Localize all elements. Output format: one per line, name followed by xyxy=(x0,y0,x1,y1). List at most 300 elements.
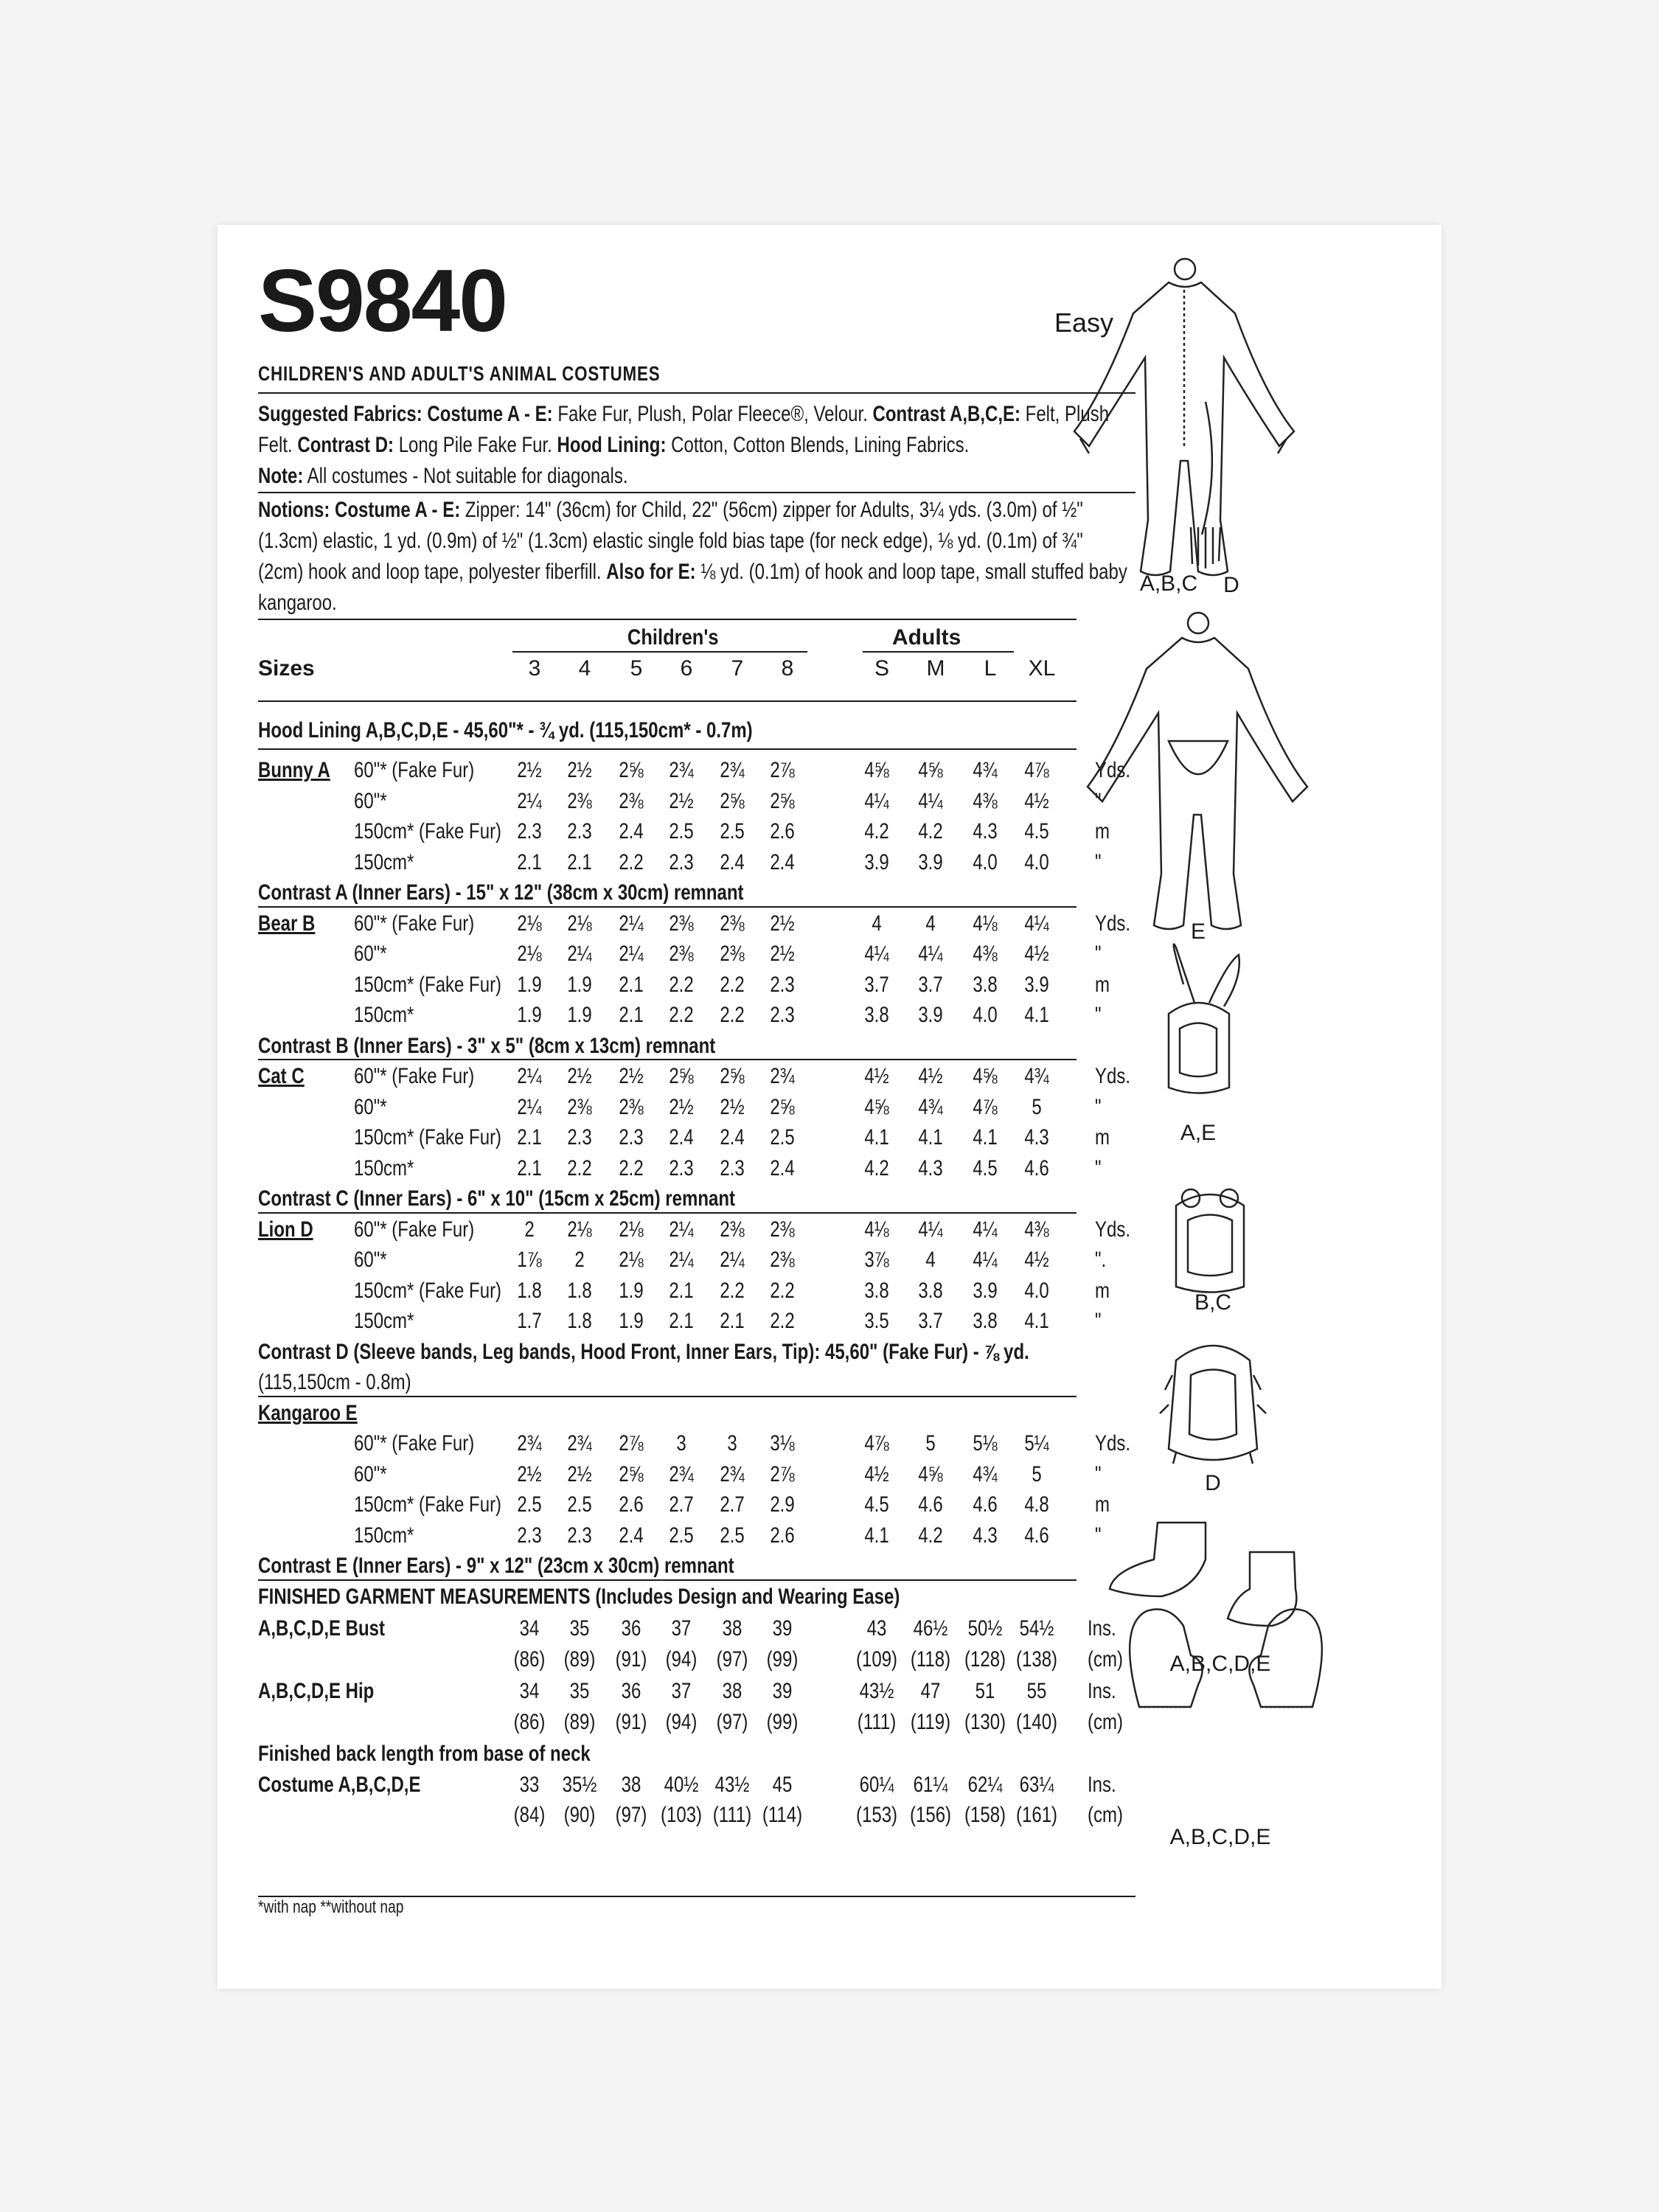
yardage-cell: 2¾ xyxy=(567,1431,592,1455)
yardage-cell: 3 xyxy=(676,1431,686,1455)
view-name: Kangaroo E xyxy=(258,1400,358,1425)
measurement-cell: (97) xyxy=(615,1803,647,1827)
yardage-cell: 4.1 xyxy=(864,1125,889,1150)
yardage-cell: 4.8 xyxy=(1024,1492,1049,1517)
yardage-cell: 4¾ xyxy=(973,758,998,782)
yardage-cell: 4.1 xyxy=(864,1523,889,1548)
yardage-cell: 2.2 xyxy=(720,972,745,997)
view-label: A,E xyxy=(1180,1121,1217,1145)
fabric-width: 60"* xyxy=(354,942,387,966)
yardage-cell: 2.5 xyxy=(669,819,694,844)
yardage-cell: 2.6 xyxy=(619,1492,644,1517)
unit-label: Yds. xyxy=(1095,1064,1131,1088)
measurement-cell: 35 xyxy=(569,1679,590,1703)
yardage-cell: 2⅝ xyxy=(619,1461,644,1486)
yardage-cell: 4.1 xyxy=(973,1125,998,1150)
unit-label: " xyxy=(1095,849,1102,874)
yardage-cell: 2.9 xyxy=(770,1492,795,1517)
yardage-cell: 2 xyxy=(524,1217,535,1242)
yardage-cell: 4 xyxy=(872,911,882,936)
measurement-cell: 50½ xyxy=(967,1616,1003,1641)
yardage-cell: 4⅝ xyxy=(918,1461,943,1486)
yardage-cell: 2.1 xyxy=(517,1125,542,1150)
measurement-cell: (109) xyxy=(856,1646,898,1672)
yardage-cell: 2⅜ xyxy=(720,911,745,936)
unit-label: Ins. xyxy=(1088,1772,1116,1797)
yardage-cell: 4½ xyxy=(864,1064,889,1088)
difficulty-label: Easy xyxy=(1054,307,1114,338)
yardage-cell: 3.9 xyxy=(918,849,943,874)
view-name: Bunny A xyxy=(258,758,330,782)
yardage-cell: 2.3 xyxy=(770,972,795,997)
yardage-cell: 4.0 xyxy=(973,849,998,874)
view-label: B,C xyxy=(1194,1290,1231,1315)
contrast-yardage: Contrast B (Inner Ears) - 3" x 5" (8cm x 13cm) remnant xyxy=(258,1033,716,1058)
fabric-width: 150cm* xyxy=(354,1523,414,1548)
yardage-cell: 2½ xyxy=(669,1094,694,1119)
yardage-cell: 4.6 xyxy=(1024,1155,1049,1180)
yardage-cell: 4.1 xyxy=(918,1125,943,1150)
measurement-cell: (138) xyxy=(1016,1646,1058,1672)
yardage-cell: 2.3 xyxy=(669,849,694,874)
contrast-yardage: Contrast E (Inner Ears) - 9" x 12" (23cm x 30cm) remnant xyxy=(258,1554,734,1578)
yardage-cell: 1.8 xyxy=(517,1278,542,1303)
measurement-cell: 46½ xyxy=(913,1616,948,1641)
measurement-cell: (97) xyxy=(716,1646,748,1672)
unit-label: " xyxy=(1095,1461,1102,1486)
yardage-cell: 3 xyxy=(727,1431,737,1455)
measurement-cell: (91) xyxy=(615,1646,647,1672)
yardage-cell: 3.7 xyxy=(918,972,943,997)
size-header: 8 xyxy=(781,656,794,681)
yardage-cell: 4¼ xyxy=(864,788,889,813)
yardage-cell: 2¾ xyxy=(517,1431,542,1455)
yardage-cell: 2.5 xyxy=(669,1523,694,1548)
yardage-cell: 2⅜ xyxy=(669,942,694,966)
measurement-cell: 35 xyxy=(569,1616,590,1641)
fabric-width: 60"* (Fake Fur) xyxy=(354,911,475,936)
yardage-cell: 2.4 xyxy=(720,849,745,874)
measurement-cell: (91) xyxy=(615,1709,647,1734)
yardage-cell: 4 xyxy=(925,1248,936,1272)
yardage-cell: 4¼ xyxy=(918,1217,943,1242)
measurement-cell: 38 xyxy=(722,1616,742,1641)
measurement-cell: 63¼ xyxy=(1019,1772,1054,1797)
measurement-cell: (111) xyxy=(712,1803,752,1827)
measurement-cell: (130) xyxy=(964,1709,1006,1734)
unit-label: Ins. xyxy=(1088,1616,1116,1641)
yardage-cell: 4.0 xyxy=(1024,1278,1049,1303)
yardage-cell: 2.1 xyxy=(619,1003,644,1027)
yardage-cell: 4¼ xyxy=(973,1217,998,1242)
divider xyxy=(258,700,1077,702)
measurement-cell: 60¼ xyxy=(859,1772,894,1797)
finished-measurements-title: FINISHED GARMENT MEASUREMENTS (Includes Design and Wearing Ease) xyxy=(258,1584,900,1609)
yardage-cell: 5 xyxy=(1032,1094,1042,1119)
yardage-cell: 1.8 xyxy=(567,1309,592,1333)
yardage-cell: 3.7 xyxy=(918,1309,943,1333)
yardage-cell: 3⅛ xyxy=(770,1431,795,1455)
yardage-cell: 4⅝ xyxy=(864,1094,889,1119)
unit-label: ". xyxy=(1095,1248,1107,1272)
fabric-width: 60"* (Fake Fur) xyxy=(354,1064,475,1088)
yardage-cell: 4⅛ xyxy=(864,1217,889,1242)
measurement-cell: (140) xyxy=(1016,1709,1058,1734)
yardage-cell: 2⅝ xyxy=(619,758,644,782)
yardage-cell: 3⅞ xyxy=(864,1248,889,1272)
measurement-cell: (94) xyxy=(665,1709,698,1734)
fabric-width: 60"* xyxy=(354,1094,387,1119)
yardage-cell: 1.9 xyxy=(619,1309,644,1333)
measurement-cell: 61¼ xyxy=(913,1772,948,1797)
fabric-width: 150cm* (Fake Fur) xyxy=(354,1492,502,1517)
yardage-cell: 2.3 xyxy=(619,1125,644,1150)
fabric-width: 150cm* xyxy=(354,849,414,874)
yardage-cell: 2.1 xyxy=(517,849,542,874)
yardage-cell: 5¼ xyxy=(1024,1431,1049,1455)
view-name: Cat C xyxy=(258,1064,305,1088)
yardage-cell: 2.2 xyxy=(770,1309,795,1333)
yardage-cell: 2 xyxy=(574,1248,585,1272)
yardage-cell: 2.2 xyxy=(720,1003,745,1027)
yardage-cell: 3.8 xyxy=(973,972,998,997)
fabric-width: 150cm* xyxy=(354,1155,414,1180)
yardage-cell: 2¾ xyxy=(669,758,694,782)
measurement-cell: 62¼ xyxy=(967,1772,1003,1797)
unit-label: Ins. xyxy=(1088,1679,1116,1703)
unit-label: " xyxy=(1095,1523,1102,1548)
yardage-cell: 2⅞ xyxy=(770,758,795,782)
measurement-cell: (89) xyxy=(563,1709,596,1734)
yardage-cell: 2¾ xyxy=(720,758,745,782)
yardage-cell: 2⅛ xyxy=(619,1217,644,1242)
yardage-cell: 2½ xyxy=(567,1461,592,1486)
yardage-cell: 5 xyxy=(1032,1461,1042,1486)
yardage-cell: 4½ xyxy=(864,1461,889,1486)
yardage-cell: 4⅜ xyxy=(1024,1217,1049,1242)
yardage-cell: 4.5 xyxy=(973,1155,998,1180)
yardage-cell: 3.8 xyxy=(918,1278,943,1303)
view-name: Lion D xyxy=(258,1217,313,1242)
yardage-cell: 4.6 xyxy=(1024,1523,1049,1548)
view-label: D xyxy=(1205,1471,1221,1495)
yardage-cell: 2⅝ xyxy=(770,788,795,813)
yardage-cell: 2⅜ xyxy=(619,1094,644,1119)
yardage-cell: 2¼ xyxy=(517,1094,542,1119)
measurement-cell: 43½ xyxy=(714,1772,750,1797)
measurement-cell: 33 xyxy=(519,1772,540,1797)
yardage-cell: 2⅛ xyxy=(619,1248,644,1272)
yardage-cell: 4 xyxy=(925,911,936,936)
view-label: D xyxy=(1223,573,1239,597)
measurement-cell: (84) xyxy=(513,1803,546,1827)
yardage-cell: 2½ xyxy=(517,1461,542,1486)
measurement-cell: (99) xyxy=(766,1709,799,1734)
yardage-cell: 4.1 xyxy=(1024,1003,1049,1027)
unit-label: m xyxy=(1095,819,1110,844)
measurement-cell: (114) xyxy=(762,1803,803,1827)
yardage-cell: 2.1 xyxy=(669,1309,694,1333)
yardage-cell: 2⅝ xyxy=(669,1064,694,1088)
contrast-yardage: (115,150cm - 0.8m) xyxy=(258,1370,411,1394)
yardage-cell: 2⅝ xyxy=(720,1064,745,1088)
yardage-cell: 2.1 xyxy=(669,1278,694,1303)
measurement-cell: (153) xyxy=(856,1803,898,1827)
yardage-cell: 2¼ xyxy=(720,1248,745,1272)
measurement-cell: (118) xyxy=(910,1646,951,1672)
measurement-cell: 34 xyxy=(519,1616,540,1641)
divider xyxy=(512,651,807,653)
view-name: Bear B xyxy=(258,911,316,936)
size-header: 3 xyxy=(528,656,541,681)
yardage-cell: 2.3 xyxy=(567,819,592,844)
yardage-cell: 2½ xyxy=(720,1094,745,1119)
yardage-cell: 4¼ xyxy=(973,1248,998,1272)
view-label: A,B,C xyxy=(1139,571,1198,596)
unit-label: Yds. xyxy=(1095,911,1131,936)
measurement-cell: 34 xyxy=(519,1679,540,1703)
yardage-cell: 2.2 xyxy=(669,972,694,997)
yardage-cell: 2½ xyxy=(669,788,694,813)
lion-hood-icon xyxy=(1160,1346,1266,1464)
yardage-cell: 2.2 xyxy=(619,849,644,874)
yardage-cell: 4.6 xyxy=(918,1492,943,1517)
fabric-width: 150cm* (Fake Fur) xyxy=(354,972,502,997)
divider xyxy=(258,1396,1077,1397)
unit-label: " xyxy=(1095,1003,1102,1027)
yardage-cell: 2.5 xyxy=(720,819,745,844)
fabric-width: 150cm* (Fake Fur) xyxy=(354,1125,502,1150)
yardage-cell: 2¼ xyxy=(517,788,542,813)
fabric-width: 60"* xyxy=(354,788,387,813)
yardage-cell: 3.9 xyxy=(1024,972,1049,997)
yardage-cell: 4.3 xyxy=(918,1155,943,1180)
yardage-cell: 2¼ xyxy=(669,1217,694,1242)
yardage-cell: 4⅞ xyxy=(864,1431,889,1455)
yardage-cell: 4.3 xyxy=(973,819,998,844)
size-header: 4 xyxy=(578,656,591,681)
yardage-cell: 2.2 xyxy=(619,1155,644,1180)
yardage-cell: 4.5 xyxy=(1024,819,1049,844)
hood-lining-yardage: Hood Lining A,B,C,D,E - 45,60"* - ¾ yd. (115,150cm* - 0.7m) xyxy=(258,718,753,742)
yardage-cell: 3.9 xyxy=(973,1278,998,1303)
foot-covers-icon xyxy=(1110,1523,1296,1626)
measurement-cell: 35½ xyxy=(562,1772,597,1797)
yardage-cell: 1⅞ xyxy=(517,1248,542,1272)
yardage-cell: 2⅛ xyxy=(567,911,592,936)
fabric-width: 60"* (Fake Fur) xyxy=(354,1431,475,1455)
footnote: *with nap **without nap xyxy=(258,1897,404,1917)
measurement-cell: 47 xyxy=(920,1679,941,1703)
yardage-cell: 4½ xyxy=(918,1064,943,1088)
yardage-cell: 5⅛ xyxy=(973,1431,998,1455)
unit-label: " xyxy=(1095,1309,1102,1333)
divider xyxy=(258,1212,1077,1214)
yardage-cell: 1.8 xyxy=(567,1278,592,1303)
yardage-cell: 4¾ xyxy=(973,1461,998,1486)
measurement-cell: (161) xyxy=(1016,1803,1058,1827)
yardage-cell: 2¼ xyxy=(517,1064,542,1088)
size-header: S xyxy=(874,656,889,681)
measurement-cell: 51 xyxy=(975,1679,995,1703)
divider xyxy=(863,651,1014,653)
yardage-cell: 4⅝ xyxy=(864,758,889,782)
unit-label: Yds. xyxy=(1095,758,1131,782)
yardage-cell: 2.6 xyxy=(770,819,795,844)
pattern-number: S9840 xyxy=(258,251,507,350)
unit-label: (cm) xyxy=(1088,1646,1123,1672)
yardage-cell: 2.4 xyxy=(720,1125,745,1150)
measurement-cell: 38 xyxy=(722,1679,742,1703)
yardage-cell: 4⅜ xyxy=(973,942,998,966)
measurement-cell: 39 xyxy=(772,1616,793,1641)
yardage-cell: 2⅜ xyxy=(770,1217,795,1242)
size-header: 6 xyxy=(680,656,693,681)
yardage-cell: 2.4 xyxy=(770,1155,795,1180)
divider xyxy=(258,748,1077,750)
unit-label: " xyxy=(1095,1094,1102,1119)
yardage-cell: 4.3 xyxy=(1024,1125,1049,1150)
yardage-cell: 4⅜ xyxy=(973,788,998,813)
measurement-cell: (103) xyxy=(661,1803,703,1827)
size-header: 5 xyxy=(630,656,643,681)
yardage-cell: 2.4 xyxy=(669,1125,694,1150)
pattern-envelope-back xyxy=(218,225,1441,1989)
yardage-cell: 4.6 xyxy=(973,1492,998,1517)
yardage-cell: 2.2 xyxy=(770,1278,795,1303)
measurement-label: Costume A,B,C,D,E xyxy=(258,1772,421,1797)
contrast-yardage: Contrast C (Inner Ears) - 6" x 10" (15cm x 25cm) remnant xyxy=(258,1186,735,1211)
yardage-cell: 2⅞ xyxy=(770,1461,795,1486)
yardage-cell: 4¼ xyxy=(1024,911,1049,936)
yardage-cell: 2⅜ xyxy=(567,788,592,813)
yardage-cell: 2⅛ xyxy=(517,911,542,936)
adults-header: Adults xyxy=(892,625,961,650)
yardage-cell: 2.2 xyxy=(567,1155,592,1180)
measurement-cell: (158) xyxy=(964,1803,1006,1827)
size-header: L xyxy=(984,656,997,681)
fabric-width: 60"* (Fake Fur) xyxy=(354,1217,475,1242)
fabric-width: 60"* xyxy=(354,1248,387,1272)
fabric-width: 150cm* (Fake Fur) xyxy=(354,1278,502,1303)
yardage-cell: 2½ xyxy=(567,758,592,782)
yardage-cell: 2⅛ xyxy=(567,1217,592,1242)
yardage-cell: 4.2 xyxy=(864,1155,889,1180)
yardage-cell: 2⅜ xyxy=(770,1248,795,1272)
yardage-cell: 4.1 xyxy=(1024,1309,1049,1333)
measurement-cell: (97) xyxy=(716,1709,748,1734)
divider xyxy=(258,1059,1077,1060)
yardage-cell: 2¼ xyxy=(619,942,644,966)
divider xyxy=(258,619,1077,620)
yardage-cell: 2.4 xyxy=(619,819,644,844)
yardage-cell: 1.9 xyxy=(517,1003,542,1027)
yardage-cell: 2.1 xyxy=(720,1309,745,1333)
yardage-cell: 2.5 xyxy=(567,1492,592,1517)
yardage-cell: 5 xyxy=(925,1431,936,1455)
yardage-cell: 2.3 xyxy=(720,1155,745,1180)
yardage-cell: 3.9 xyxy=(864,849,889,874)
yardage-cell: 2⅜ xyxy=(720,1217,745,1242)
fabric-width: 150cm* xyxy=(354,1309,414,1333)
unit-label: (cm) xyxy=(1088,1709,1123,1734)
size-header: M xyxy=(926,656,945,681)
yardage-cell: 2.2 xyxy=(669,1003,694,1027)
yardage-cell: 2.3 xyxy=(669,1155,694,1180)
yardage-cell: 2.4 xyxy=(770,849,795,874)
yardage-cell: 2½ xyxy=(517,758,542,782)
measurement-label: A,B,C,D,E Hip xyxy=(258,1679,375,1703)
unit-label: m xyxy=(1095,972,1110,997)
measurement-cell: 55 xyxy=(1026,1679,1047,1703)
yardage-cell: 3.8 xyxy=(973,1309,998,1333)
yardage-cell: 2.1 xyxy=(567,849,592,874)
measurement-cell: 36 xyxy=(621,1679,641,1703)
size-header: XL xyxy=(1028,656,1056,681)
measurement-cell: 39 xyxy=(772,1679,793,1703)
measurement-cell: (99) xyxy=(766,1646,799,1672)
measurement-cell: (90) xyxy=(563,1803,596,1827)
yardage-cell: 2½ xyxy=(619,1064,644,1088)
yardage-cell: 2⅞ xyxy=(619,1431,644,1455)
unit-label: " xyxy=(1095,1155,1102,1180)
back-length-title: Finished back length from base of neck xyxy=(258,1742,591,1766)
view-label: E xyxy=(1190,919,1206,944)
fabric-width: 60"* (Fake Fur) xyxy=(354,758,475,782)
yardage-cell: 2.5 xyxy=(720,1523,745,1548)
measurement-cell: 38 xyxy=(621,1772,641,1797)
yardage-cell: 4¼ xyxy=(918,942,943,966)
yardage-cell: 1.9 xyxy=(517,972,542,997)
yardage-cell: 2⅜ xyxy=(619,788,644,813)
yardage-cell: 4.0 xyxy=(973,1003,998,1027)
measurement-cell: 43½ xyxy=(859,1679,894,1703)
measurement-cell: 54½ xyxy=(1019,1616,1054,1641)
yardage-cell: 4.2 xyxy=(918,1523,943,1548)
measurement-cell: 40½ xyxy=(664,1772,699,1797)
divider xyxy=(258,492,1135,493)
yardage-cell: 2⅜ xyxy=(720,942,745,966)
unit-label: " xyxy=(1095,942,1102,966)
yardage-cell: 1.9 xyxy=(567,1003,592,1027)
yardage-cell: 2⅝ xyxy=(720,788,745,813)
divider xyxy=(258,1579,1077,1581)
divider xyxy=(258,392,1135,394)
yardage-cell: 2⅝ xyxy=(770,1094,795,1119)
yardage-cell: 4½ xyxy=(1024,788,1049,813)
yardage-cell: 2.5 xyxy=(517,1492,542,1517)
unit-label: m xyxy=(1095,1125,1110,1150)
yardage-cell: 4⅞ xyxy=(1024,758,1049,782)
yardage-cell: 2.4 xyxy=(619,1523,644,1548)
yardage-cell: 2½ xyxy=(770,942,795,966)
yardage-cell: 4.5 xyxy=(864,1492,889,1517)
measurement-cell: 45 xyxy=(772,1772,793,1797)
yardage-cell: 2.3 xyxy=(770,1003,795,1027)
yardage-cell: 2.6 xyxy=(770,1523,795,1548)
notions: Notions: Costume A - E: Zipper: 14" (36cm) for Child, 22" (56cm) zipper for Adults, 3¼ yds. (3.0m) of ½" (1.3cm) elastic, 1 yd. (0.9m) of ½" (1.3cm) elastic single fold bias tape (for neck edge), ⅛ yd. (0.1m) of ¾" (2cm) hook and loop tape, polyester fiberfill. Also for E: ⅛ yd. (0.1m) of hook and loop tape, small stuffed baby kangaroo. xyxy=(258,498,1127,615)
measurement-cell: 36 xyxy=(621,1616,641,1641)
measurement-cell: (119) xyxy=(910,1709,951,1734)
unit-label: m xyxy=(1095,1278,1110,1303)
yardage-cell: 2⅛ xyxy=(517,942,542,966)
yardage-cell: 4½ xyxy=(1024,942,1049,966)
yardage-cell: 2¾ xyxy=(669,1461,694,1486)
yardage-cell: 4.3 xyxy=(973,1523,998,1548)
suggested-fabrics: Suggested Fabrics: Costume A - E: Fake Fur, Plush, Polar Fleece®, Velour. Contrast A,B,C,E: Felt, Plush Felt. Contrast D: Long Pile Fake Fur. Hood Lining: Cotton, Cotton Blends, Lining Fabrics. Note: All costumes - Not suitable for diagonals. xyxy=(258,402,1110,488)
yardage-cell: 4⅝ xyxy=(973,1064,998,1088)
yardage-cell: 2⅜ xyxy=(669,911,694,936)
